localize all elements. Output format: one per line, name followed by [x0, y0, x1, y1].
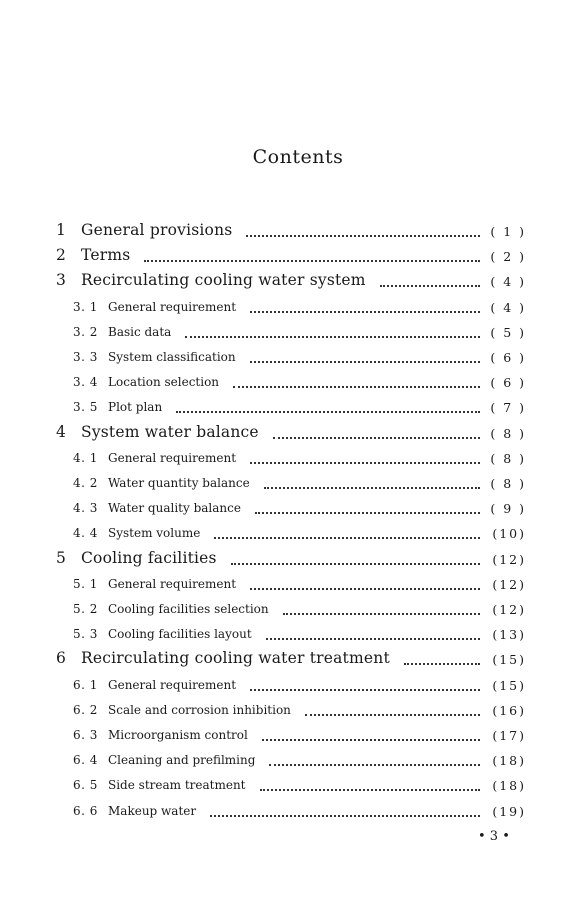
toc-section-entry: [0, 347, 588, 372]
page-number: • 3 •: [478, 829, 510, 844]
entry-page-number: ( 8 ): [490, 450, 526, 466]
entry-number: 6. 6: [73, 803, 98, 818]
entry-title: General requirement: [108, 299, 237, 314]
entry-number: 4. 1: [73, 450, 98, 465]
entry-title: Terms: [81, 246, 131, 265]
toc-chapter-entry: [0, 221, 588, 246]
entry-title: Water quality balance: [108, 501, 241, 516]
toc-chapter-entry: [0, 549, 588, 574]
toc-section-entry: [0, 700, 588, 725]
entry-number: 4. 2: [73, 476, 98, 490]
page-title: [0, 146, 588, 168]
toc-section-entry: [0, 448, 588, 473]
dot-leader: [283, 611, 480, 615]
toc-section-entry: [0, 624, 588, 649]
entry-number: 3: [56, 271, 66, 290]
dot-leader: [250, 309, 480, 313]
entry-number: 5: [56, 548, 66, 567]
entry-number: 6. 3: [73, 728, 98, 742]
dot-leader: [404, 661, 480, 665]
entry-title: Water quantity balance: [108, 476, 250, 490]
entry-title: Location selection: [108, 375, 220, 390]
entry-title: Cooling facilities layout: [108, 627, 252, 642]
entry-title: Recirculating cooling water treatment: [81, 649, 390, 668]
entry-number: 6. 4: [73, 753, 98, 768]
dot-leader: [233, 384, 480, 388]
toc-section-entry: [0, 775, 588, 800]
entry-title: Recirculating cooling water system: [81, 271, 366, 290]
toc-section-entry: [0, 574, 588, 599]
entry-number: 3. 4: [73, 375, 98, 390]
entry-title: General requirement: [108, 677, 237, 692]
entry-title: System classification: [108, 350, 236, 364]
entry-title: Basic data: [108, 324, 172, 339]
entry-title: Cooling facilities selection: [108, 602, 269, 616]
entry-title: System volume: [108, 526, 201, 541]
entry-page-number: (12): [492, 602, 526, 617]
dot-leader: [380, 283, 480, 287]
entry-page-number: (18): [492, 753, 526, 769]
entry-page-number: ( 2 ): [490, 249, 526, 265]
entry-number: 6. 1: [73, 677, 98, 692]
entry-page-number: (17): [492, 728, 526, 743]
entry-number: 3. 5: [73, 400, 98, 415]
dot-leader: [264, 485, 480, 489]
dot-leader: [250, 586, 480, 590]
toc-section-entry: [0, 523, 588, 548]
entry-page-number: ( 7 ): [490, 400, 526, 416]
entry-title: Cleaning and prefilming: [108, 753, 256, 768]
toc-section-entry: [0, 498, 588, 523]
entry-title: Side stream treatment: [108, 778, 246, 793]
toc-chapter-entry: [0, 649, 588, 674]
toc-section-entry: [0, 397, 588, 422]
dot-leader: [269, 762, 480, 766]
entry-page-number: ( 9 ): [490, 501, 526, 517]
dot-leader: [231, 561, 480, 565]
entry-title: Plot plan: [108, 400, 163, 415]
dot-leader: [214, 535, 480, 539]
entry-title: Makeup water: [108, 803, 197, 818]
entry-page-number: (18): [492, 778, 526, 794]
entry-page-number: (12): [492, 576, 526, 592]
toc-section-entry: [0, 372, 588, 397]
entry-number: 4: [56, 422, 66, 441]
entry-title: System water balance: [81, 422, 259, 441]
toc-chapter-entry: [0, 271, 588, 296]
entry-title: General provisions: [81, 221, 233, 239]
entry-title: General requirement: [108, 450, 237, 465]
dot-leader: [210, 813, 480, 817]
entry-page-number: ( 8 ): [490, 476, 526, 491]
entry-number: 3. 2: [73, 324, 98, 339]
dot-leader: [250, 687, 480, 691]
entry-page-number: (15): [492, 677, 526, 693]
toc-section-entry: [0, 297, 588, 322]
toc-section-entry: [0, 322, 588, 347]
toc-section-entry: [0, 473, 588, 498]
entry-page-number: ( 1 ): [490, 224, 526, 239]
entry-page-number: ( 4 ): [490, 299, 526, 315]
entry-number: 3. 3: [73, 350, 98, 364]
toc-section-entry: [0, 599, 588, 624]
entry-number: 2: [56, 246, 66, 265]
dot-leader: [185, 334, 480, 338]
entry-page-number: (15): [492, 652, 526, 668]
dot-leader: [246, 233, 480, 237]
dot-leader: [144, 258, 480, 262]
entry-number: 6. 2: [73, 702, 98, 717]
dot-leader: [250, 460, 480, 464]
entry-number: 1: [56, 221, 66, 239]
dot-leader: [260, 787, 480, 791]
dot-leader: [273, 435, 480, 439]
dot-leader: [266, 636, 480, 640]
entry-page-number: (16): [492, 702, 526, 718]
toc-section-entry: [0, 675, 588, 700]
dot-leader: [255, 510, 480, 514]
entry-page-number: (19): [492, 803, 526, 819]
entry-page-number: ( 6 ): [490, 350, 526, 365]
toc-chapter-entry: [0, 423, 588, 448]
dot-leader: [262, 737, 480, 741]
entry-title: Microorganism control: [108, 728, 248, 742]
entry-page-number: ( 6 ): [490, 375, 526, 391]
toc-chapter-entry: [0, 246, 588, 271]
entry-page-number: ( 5 ): [490, 324, 526, 340]
entry-page-number: ( 4 ): [490, 274, 526, 290]
entry-number: 4. 4: [73, 526, 98, 541]
entry-page-number: (10): [492, 526, 526, 542]
entry-number: 3. 1: [73, 299, 98, 314]
page-title-text: Contents: [252, 146, 344, 168]
entry-number: 5. 3: [73, 627, 98, 642]
dot-leader: [250, 359, 480, 363]
toc-section-entry: [0, 725, 588, 750]
entry-page-number: (12): [492, 551, 526, 567]
entry-number: 5. 1: [73, 576, 98, 591]
entry-page-number: (13): [492, 627, 526, 643]
entry-title: Scale and corrosion inhibition: [108, 702, 291, 717]
dot-leader: [305, 712, 480, 716]
entry-title: General requirement: [108, 576, 237, 591]
entry-number: 6: [56, 649, 66, 668]
entry-number: 4. 3: [73, 501, 98, 516]
dot-leader: [176, 409, 480, 413]
entry-number: 6. 5: [73, 778, 98, 793]
entry-page-number: ( 8 ): [490, 425, 526, 441]
toc-section-entry: [0, 801, 588, 826]
entry-number: 5. 2: [73, 602, 98, 616]
toc-section-entry: [0, 750, 588, 775]
entry-title: Cooling facilities: [81, 548, 217, 567]
